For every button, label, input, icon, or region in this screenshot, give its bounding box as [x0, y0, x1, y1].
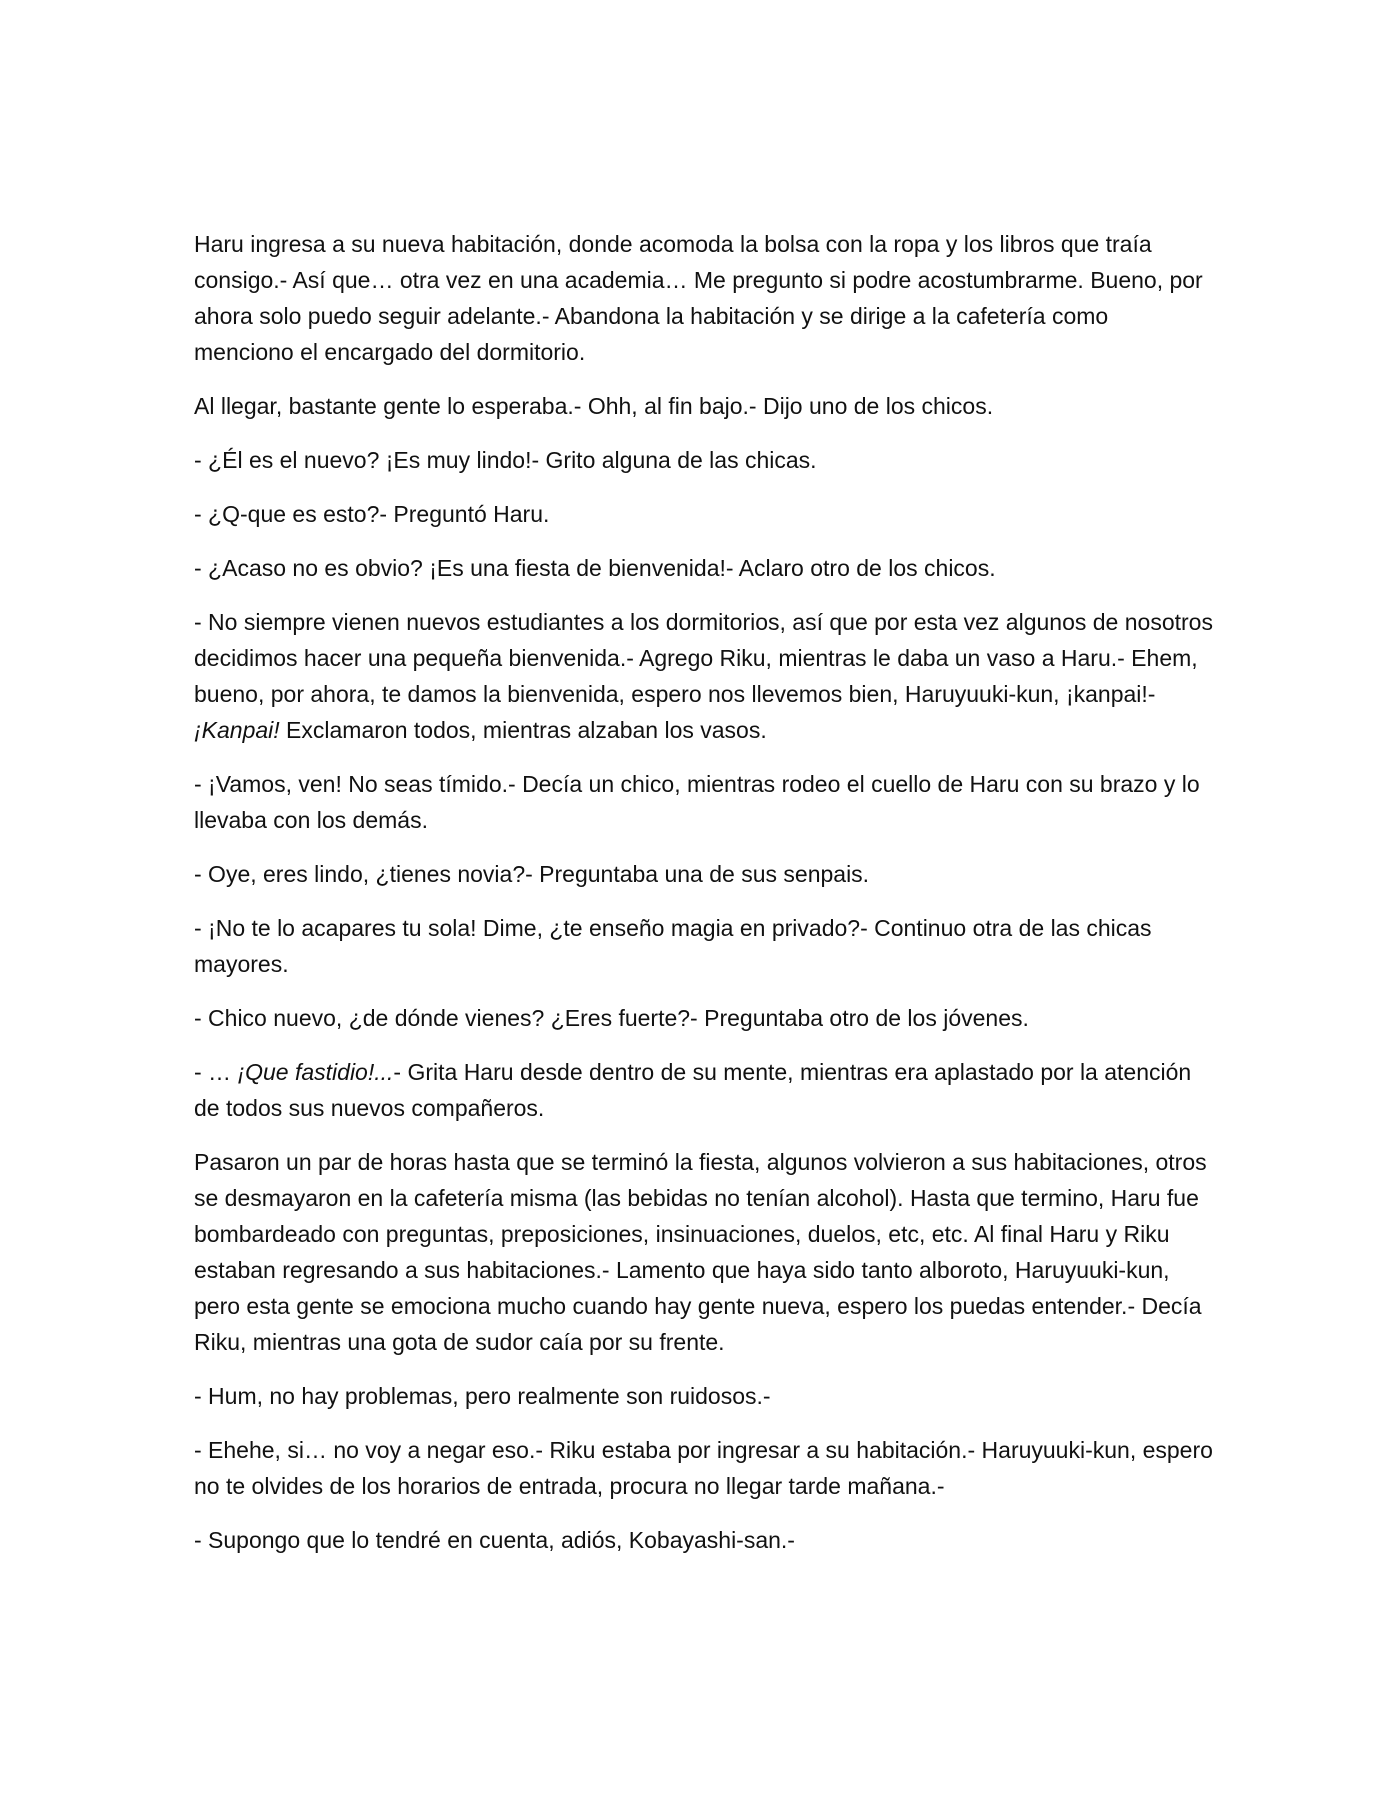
paragraph-text: - ¿Acaso no es obvio? ¡Es una fiesta de bienvenida!- Aclaro otro de los chicos. — [194, 555, 996, 581]
paragraph — [194, 1522, 1214, 1558]
paragraph-text: - ¿Q-que es esto?- Preguntó Haru. — [194, 501, 550, 527]
italic-text: ¡Que fastidio!... — [237, 1059, 394, 1085]
paragraph — [194, 226, 1214, 370]
paragraph-text: Exclamaron todos, mientras alzaban los vasos. — [279, 717, 767, 743]
paragraph-text: - Chico nuevo, ¿de dónde vienes? ¿Eres fuerte?- Preguntaba otro de los jóvenes. — [194, 1005, 1029, 1031]
paragraph-text: - Ehehe, si… no voy a negar eso.- Riku estaba por ingresar a su habitación.- Haruyuuki-kun, espero no te olvides de los horarios de entrada, procura no llegar tarde mañana.- — [194, 1437, 1213, 1499]
paragraph-text: Pasaron un par de horas hasta que se terminó la fiesta, algunos volvieron a sus habitaciones, otros se desmayaron en la cafetería misma (las bebidas no tenían alcohol). Hasta que termino, Haru fue bombardeado con preguntas, preposiciones, insinuaciones, duelos, etc, etc. Al final Haru y Riku estaban regresando a sus habitaciones.- Lamento que haya sido tanto alboroto, Haruyuuki-kun, pero esta gente se emociona mucho cuando hay gente nueva, espero los puedas entender.- Decía Riku, mientras una gota de sudor caía por su frente. — [194, 1149, 1207, 1355]
paragraph-text: - ¡Vamos, ven! No seas tímido.- Decía un chico, mientras rodeo el cuello de Haru con su brazo y lo llevaba con los demás. — [194, 771, 1200, 833]
paragraph-text: Al llegar, bastante gente lo esperaba.- Ohh, al fin bajo.- Dijo uno de los chicos. — [194, 393, 994, 419]
paragraph-text: - … — [194, 1059, 238, 1085]
paragraph — [194, 766, 1214, 838]
paragraph — [194, 1378, 1214, 1414]
paragraph-text: - No siempre vienen nuevos estudiantes a los dormitorios, así que por esta vez algunos de nosotros decidimos hacer una pequeña bienvenida.- Agrego Riku, mientras le daba un vaso a Haru.- Ehem, bueno, por ahora, te damos la bienvenida, espero nos llevemos bien, Haruyuuki-kun, ¡kanpai!- — [194, 609, 1213, 707]
paragraph — [194, 604, 1214, 748]
paragraph-text: - ¿Él es el nuevo? ¡Es muy lindo!- Grito alguna de las chicas. — [194, 447, 817, 473]
paragraph — [194, 1432, 1214, 1504]
paragraph-text: - Oye, eres lindo, ¿tienes novia?- Preguntaba una de sus senpais. — [194, 861, 870, 887]
paragraph — [194, 496, 1214, 532]
paragraph — [194, 550, 1214, 586]
paragraph — [194, 1054, 1214, 1126]
italic-text: ¡Kanpai! — [194, 717, 280, 743]
paragraph — [194, 1000, 1214, 1036]
paragraph-text: - ¡No te lo acapares tu sola! Dime, ¿te enseño magia en privado?- Continuo otra de las chicas mayores. — [194, 915, 1152, 977]
paragraph — [194, 388, 1214, 424]
document-page — [194, 226, 1214, 1576]
paragraph-text: - Grita Haru desde dentro de su mente, mientras era aplastado por la atención de todos sus nuevos compañeros. — [194, 1059, 1192, 1121]
paragraph — [194, 1144, 1214, 1360]
paragraph — [194, 856, 1214, 892]
paragraph — [194, 442, 1214, 478]
paragraph-text: - Hum, no hay problemas, pero realmente son ruidosos.- — [194, 1383, 771, 1409]
paragraph-text: Haru ingresa a su nueva habitación, donde acomoda la bolsa con la ropa y los libros que traía consigo.- Así que… otra vez en una academia… Me pregunto si podre acostumbrarme. Bueno, por ahora solo puedo seguir adelante.- Abandona la habitación y se dirige a la cafetería como menciono el encargado del dormitorio. — [194, 231, 1203, 365]
paragraph-text: - Supongo que lo tendré en cuenta, adiós, Kobayashi-san.- — [194, 1527, 795, 1553]
paragraph — [194, 910, 1214, 982]
